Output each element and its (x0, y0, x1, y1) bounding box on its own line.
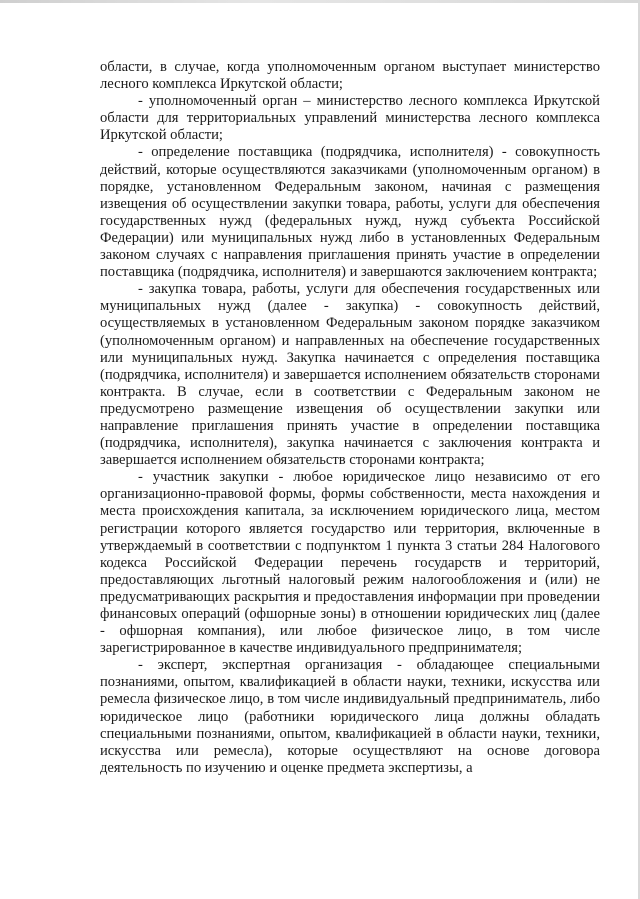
paragraph-participant-definition: - участник закупки - любое юридическое лицо независимо от его организационно-правовой формы, формы собственности, места нахождения и места происхождения капитала, за исключением юридического лица, местом регистрации которого является государство или территория, включенные в утверждаемый в соответствии с подпунктом 1 пункта 3 статьи 284 Налогового кодекса Российской Федерации перечень государств и территорий, предоставляющих льготный налоговый режим налогообложения и (или) не предусматривающих раскрытия и предоставления информации при проведении финансовых операций (офшорные зоны) в отношении юридических лиц (далее - офшорная компания), или любое физическое лицо, в том числе зарегистрированное в качестве индивидуального предпринимателя; (100, 469, 600, 657)
paragraph-supplier-definition: - определение поставщика (подрядчика, исполнителя) - совокупность действий, которые осуществляются заказчиками (уполномоченным органом) в порядке, установленном Федеральным законом, начиная с размещения извещения об осуществлении закупки товара, работы, услуги для обеспечения государственных нужд (федеральных нужд, нужд субъекта Российской Федерации) или муниципальных нужд либо в установленных Федеральным законом случаях с направления приглашения принять участие в определении поставщика (подрядчика, исполнителя) и завершаются заключением контракта; (100, 144, 600, 281)
paragraph-expert-definition: - эксперт, экспертная организация - обладающее специальными познаниями, опытом, квалификацией в области науки, техники, искусства или ремесла физическое лицо, в том числе индивидуальный предприниматель, либо юридическое лицо (работники юридического лица должны обладать специальными познаниями, опытом, квалификацией в области науки, техники, искусства или ремесла), которые осуществляют на основе договора деятельность по изучению и оценке предмета экспертизы, а (100, 657, 600, 776)
paragraph-continuation: области, в случае, когда уполномоченным органом выступает министерство лесного комплекса Иркутской области; (100, 59, 600, 93)
document-page (100, 59, 600, 777)
scan-top-edge (0, 0, 640, 3)
paragraph-procurement-definition: - закупка товара, работы, услуги для обеспечения государственных или муниципальных нужд (далее - закупка) - совокупность действий, осуществляемых в установленном Федеральным законом порядке заказчиком (уполномоченным органом) и направленных на обеспечение государственных или муниципальных нужд. Закупка начинается с определения поставщика (подрядчика, исполнителя) и завершается исполнением обязательств сторонами контракта. В случае, если в соответствии с Федеральным законом не предусмотрено размещение извещения об осуществлении закупки или направление приглашения принять участие в определении поставщика (подрядчика, исполнителя), закупка начинается с заключения контракта и завершается исполнением обязательств сторонами контракта; (100, 281, 600, 469)
paragraph-authorized-body: - уполномоченный орган – министерство лесного комплекса Иркутской области для территориальных управлений министерства лесного комплекса Иркутской области; (100, 93, 600, 144)
